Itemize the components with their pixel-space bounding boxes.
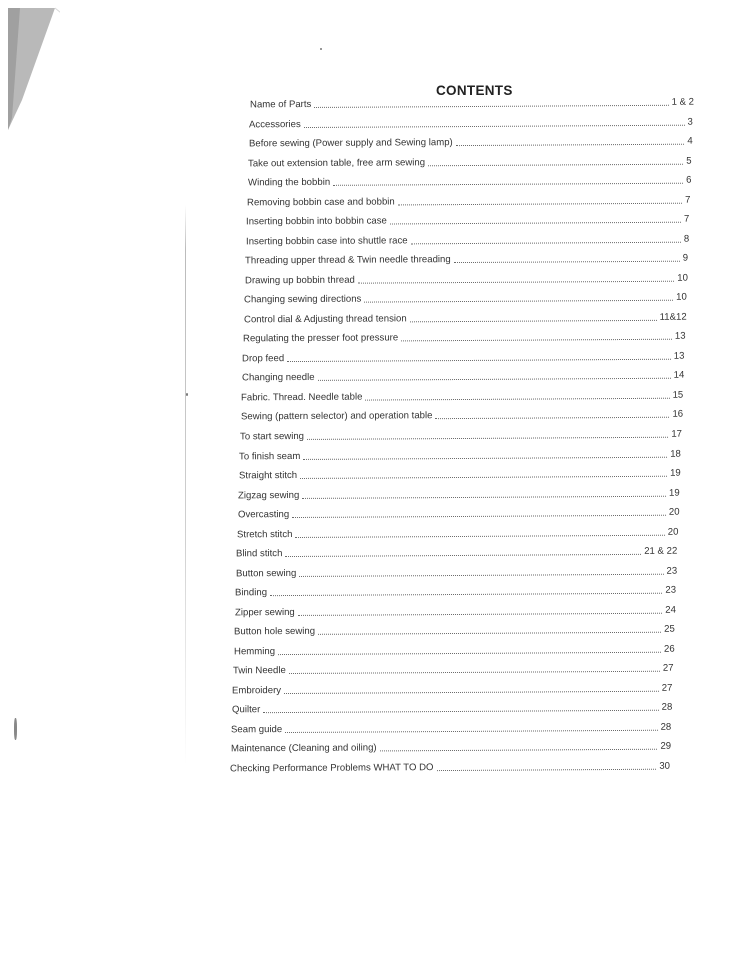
- toc-entry-title: Threading upper thread & Twin needle threading: [245, 254, 452, 267]
- toc-entry-title: Checking Performance Problems WHAT TO DO: [229, 762, 434, 775]
- toc-entry: [247, 192, 690, 209]
- toc-entry-page: 20: [668, 506, 680, 518]
- dot-leader: [304, 456, 668, 459]
- toc-entry-page: 1 & 2: [671, 96, 695, 108]
- toc-entry-title: Control dial & Adjusting thread tension: [243, 313, 407, 326]
- dot-leader: [284, 691, 659, 694]
- dot-leader: [263, 710, 658, 713]
- dot-leader: [401, 339, 672, 342]
- toc-entry: [234, 622, 675, 639]
- dot-leader: [317, 378, 670, 381]
- toc-entry-page: 9: [682, 252, 689, 264]
- toc-entry-title: Embroidery: [232, 684, 282, 697]
- toc-entry: [248, 173, 692, 190]
- toc-entry: [236, 563, 677, 580]
- toc-entry-page: 16: [671, 409, 683, 421]
- toc-entry: [231, 720, 671, 737]
- toc-entry-title: Drawing up bobbin thread: [244, 274, 355, 287]
- toc-entry: [241, 388, 683, 405]
- dot-leader: [296, 534, 665, 537]
- toc-entry: [240, 427, 682, 444]
- toc-entry-title: Overcasting: [237, 509, 289, 521]
- toc-entry-page: 13: [674, 350, 685, 362]
- toc-entry: [232, 681, 673, 698]
- toc-entry: [241, 407, 683, 424]
- toc-entry-page: 11&12: [659, 311, 687, 323]
- toc-entry-page: 28: [660, 721, 672, 733]
- toc-entry: [248, 153, 692, 170]
- toc-entry-page: 20: [667, 526, 679, 538]
- dot-leader: [307, 437, 668, 440]
- toc-entry-page: 28: [661, 702, 673, 714]
- dot-leader: [456, 144, 685, 146]
- toc-entry-page: 7: [684, 213, 690, 225]
- toc-entry-page: 7: [685, 194, 691, 206]
- toc-entry-page: 4: [687, 135, 693, 147]
- toc-entry: [249, 134, 693, 151]
- toc-entry: [249, 114, 693, 131]
- toc-entry-page: 3: [687, 116, 694, 128]
- toc-entry-page: 14: [673, 370, 685, 382]
- toc-entry-title: To start sewing: [239, 430, 305, 443]
- toc-entry-page: 10: [676, 291, 687, 303]
- dot-leader: [366, 398, 670, 401]
- dot-leader: [358, 280, 674, 283]
- toc-entry-page: 23: [665, 584, 677, 596]
- toc-entry-title: Maintenance (Cleaning and oiling): [230, 742, 377, 755]
- toc-entry: [232, 700, 672, 717]
- dot-leader: [379, 749, 657, 752]
- toc-entry-title: Hemming: [233, 645, 275, 658]
- toc-entry: [246, 231, 689, 248]
- toc-entry-title: Zigzag sewing: [238, 489, 300, 501]
- toc-entry-title: Button sewing: [235, 567, 297, 580]
- toc-entry: [231, 739, 671, 756]
- dot-leader: [314, 105, 668, 108]
- toc-entry-page: 23: [666, 565, 678, 577]
- dot-leader: [303, 495, 667, 498]
- toc-entry-title: Regulating the presser foot pressure: [242, 332, 399, 345]
- toc-entry-title: Drop feed: [242, 352, 285, 365]
- dot-leader: [318, 632, 661, 635]
- toc-entry-title: Take out extension table, free arm sewing: [248, 156, 426, 169]
- toc-entry-title: Changing sewing directions: [244, 293, 362, 306]
- toc-entry: [239, 466, 681, 483]
- toc-entry-page: 27: [662, 682, 673, 694]
- dot-leader: [333, 183, 683, 186]
- dot-leader: [409, 320, 656, 323]
- dot-leader: [289, 671, 660, 674]
- toc-entry-page: 6: [685, 174, 692, 186]
- toc-entry-title: Fabric. Thread. Needle table: [241, 391, 363, 404]
- toc-entry-title: Inserting bobbin case into shuttle race: [245, 235, 408, 248]
- toc-entry-title: Stretch stitch: [237, 528, 293, 540]
- toc-entry-page: 24: [664, 604, 676, 616]
- toc-entry-page: 15: [672, 389, 684, 401]
- toc-entry-page: 5: [686, 155, 692, 167]
- toc-entry: [235, 602, 676, 619]
- toc-entry-title: Inserting bobbin into bobbin case: [246, 215, 388, 228]
- dot-leader: [299, 573, 663, 576]
- dot-leader: [390, 222, 681, 225]
- dot-leader: [278, 652, 661, 655]
- toc-entry: [236, 544, 677, 561]
- toc-entry: [239, 446, 681, 463]
- toc-entry-title: Zipper sewing: [234, 606, 295, 619]
- dot-leader: [285, 730, 657, 733]
- toc-entry-page: 26: [663, 643, 675, 655]
- toc-entry: [244, 290, 687, 307]
- toc-entry-page: 21 & 22: [644, 545, 678, 558]
- toc-entry: [238, 505, 680, 522]
- dot-leader: [398, 202, 682, 205]
- toc-entry-page: 8: [683, 233, 690, 245]
- toc-entry-title: Quilter: [231, 704, 261, 716]
- dot-leader: [304, 124, 685, 127]
- toc-entry-title: Winding the bobbin: [247, 176, 330, 189]
- toc-entry-page: 27: [662, 662, 674, 675]
- toc-entry-title: Straight stitch: [238, 470, 297, 482]
- dot-leader: [437, 769, 657, 771]
- dot-leader: [292, 515, 666, 518]
- dot-leader: [300, 476, 667, 479]
- toc-entry-title: Binding: [235, 587, 268, 599]
- dot-leader: [270, 593, 662, 596]
- toc-entry-title: Removing bobbin case and bobbin: [247, 196, 395, 208]
- dot-leader: [297, 612, 662, 615]
- toc-entry: [242, 368, 684, 385]
- dot-leader: [411, 241, 681, 244]
- toc-entry-title: To finish seam: [239, 450, 301, 462]
- toc-entry-page: 17: [671, 428, 683, 440]
- toc-entry-title: Changing needle: [241, 372, 315, 384]
- dot-leader: [364, 300, 673, 303]
- toc-entry: [246, 212, 689, 229]
- toc-entry-page: 19: [669, 487, 680, 499]
- toc-entry-title: Blind stitch: [236, 548, 283, 560]
- toc-entry: [230, 759, 670, 776]
- toc-entry-title: Twin Needle: [232, 665, 286, 677]
- dot-leader: [428, 163, 683, 166]
- toc-entry-page: 29: [659, 741, 671, 753]
- toc-entry: [245, 251, 688, 268]
- toc-entry: [243, 309, 686, 326]
- toc-entry-title: Name of Parts: [249, 98, 312, 111]
- toc-entry-title: Accessories: [249, 118, 302, 130]
- dot-leader: [435, 417, 669, 419]
- toc-entry: [238, 485, 680, 502]
- dot-leader: [288, 359, 672, 362]
- contents-heading: CONTENTS: [436, 83, 513, 98]
- toc-entry: [250, 95, 694, 112]
- toc-entry-title: Button hole sewing: [234, 626, 316, 638]
- toc-entry: [235, 583, 676, 600]
- toc-entry: [233, 661, 674, 678]
- toc-entry-page: 10: [676, 272, 688, 284]
- toc-entry-page: 13: [674, 330, 686, 343]
- toc-entry: [245, 270, 688, 287]
- dot-leader: [454, 261, 680, 263]
- toc-entry: [237, 524, 678, 541]
- toc-entry-title: Sewing (pattern selector) and operation table: [240, 410, 433, 423]
- dot-leader: [286, 554, 642, 557]
- toc-entry: [242, 349, 685, 366]
- toc-entry-page: 19: [669, 467, 681, 479]
- toc-entry-page: 30: [659, 760, 671, 772]
- toc-entry-page: 18: [670, 448, 682, 460]
- toc-entry-title: Seam guide: [231, 723, 283, 736]
- toc-entry-title: Before sewing (Power supply and Sewing lamp): [248, 137, 453, 150]
- toc-entry-page: 25: [664, 623, 675, 635]
- toc-entry: [233, 641, 674, 658]
- toc-entry: [243, 329, 686, 346]
